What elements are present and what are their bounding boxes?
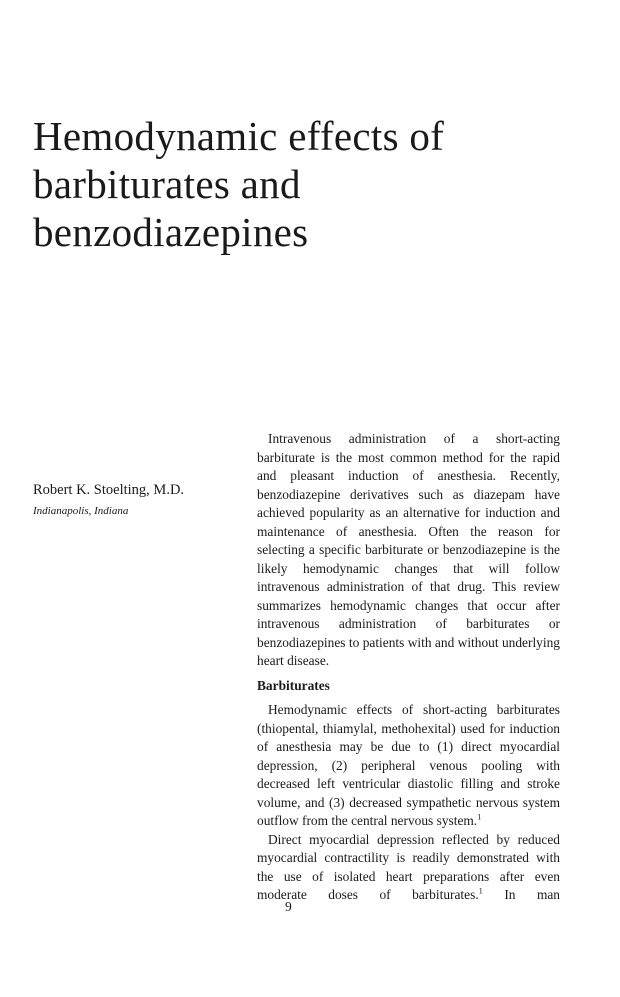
citation-ref: 1 [477,811,482,822]
paragraph-3-continuation: In man [482,887,561,902]
citation-ref: 1 [478,885,483,896]
title-line-3: benzodiazepines [33,209,309,255]
body-paragraph-2 [257,701,560,831]
paragraph-2-text: Hemodynamic effects of short-acting barbiturates (thiopental, thiamylal, methohexital) used for induction of anesthesia may be due to (1) direct myocardial depression, (2) peripheral venous pooling with decreased left ventricular diastolic filling and stroke volume, and (3) decreased sympathetic nervous system outflow from the central nervous system. [257,702,560,828]
paragraph-3-text: Direct myocardial depression reflected by reduced myocardial contractility is readily demonstrated with the use of isolated heart preparations after even moderate doses of barbiturates. [257,831,560,902]
author-block [33,480,243,520]
page-number: 9 [285,899,292,914]
author-name: Robert K. Stoelting, M.D. [33,482,185,498]
section-heading-barbiturates: Barbiturates [257,677,330,693]
title-line-2: barbiturates and [33,161,301,207]
article-title [33,112,553,256]
title-line-1: Hemodynamic effects of [33,113,445,159]
author-affiliation: Indianapolis, Indiana [33,505,129,517]
intro-paragraph: Intravenous administration of a short-acting barbiturate is the most common method for the rapid and pleasant induction of anesthesia. Recently, benzodiazepine derivatives such as diazepam have achieved popularity as an alternative for induction and maintenance of anesthesia. Often the reason for selecting a specific barbiturate or benzodiazepine is the likely hemodynamic changes that will follow intravenous administration of that drug. This review summarizes hemodynamic changes that occur after intravenous administration of barbiturates or benzodiazepines to patients with and without underlying heart disease. [257,431,560,668]
article-body [257,430,560,905]
body-paragraph-3 [257,831,560,905]
